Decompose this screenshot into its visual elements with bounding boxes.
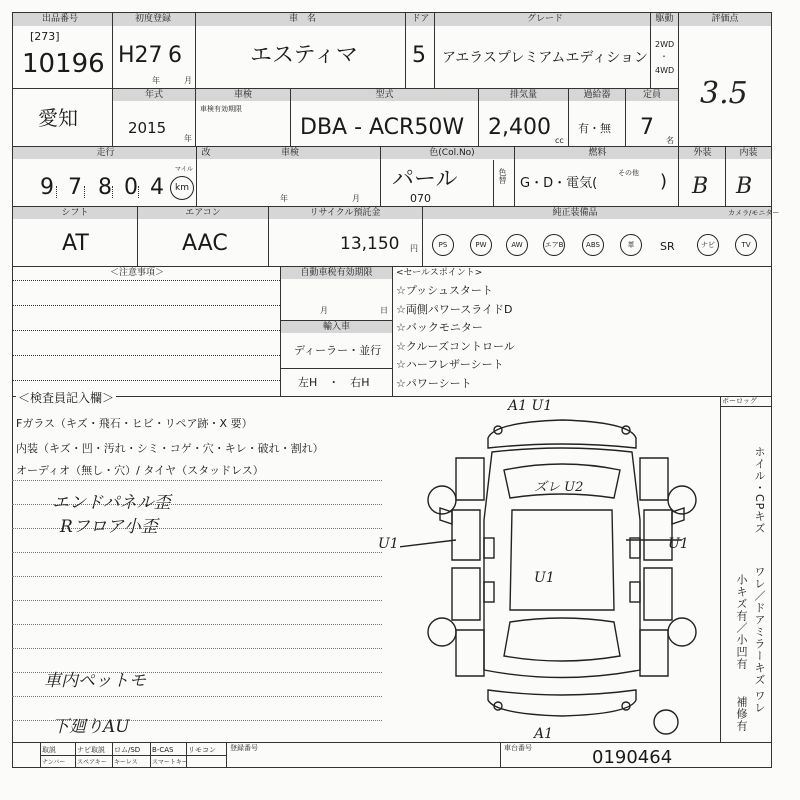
wheel-rear-right [668, 618, 696, 646]
lot-number: 10196 [22, 49, 105, 79]
wheel-front-left [428, 486, 456, 514]
model-label: 型式 [375, 90, 394, 100]
roof-shape [510, 510, 614, 610]
color-label: 色(Col.No) [429, 148, 475, 158]
mileage-label: 走行 [96, 148, 115, 158]
divider [650, 12, 651, 88]
inspector-ruled-line [12, 696, 382, 697]
fuel-other: その他 [618, 169, 639, 177]
reg-month: 6 [168, 43, 182, 68]
reg-month-unit: 月 [184, 76, 192, 85]
divider [380, 146, 381, 206]
equip-navi: ナビ [697, 234, 719, 256]
rear-bumper-shape [488, 690, 636, 716]
equip-tv: TV [735, 234, 757, 256]
inspection-sub: 車検有効期限 [200, 105, 242, 113]
digit-separator [56, 186, 57, 198]
reg-year-unit: 年 [280, 194, 288, 203]
fuel-label: 燃料 [588, 148, 607, 158]
rear-window-shape [504, 618, 620, 661]
car-diagram [400, 400, 720, 740]
region-value: 愛知 [38, 106, 78, 130]
divider [392, 266, 393, 396]
sales-label: <セールスポイント> [396, 268, 483, 278]
divider [137, 206, 138, 266]
footer-bottom-cell: スペアキー [77, 759, 107, 766]
name-label: 車 名 [288, 14, 316, 24]
right-mirror-shape [672, 508, 684, 524]
drive-dot: ・ [660, 52, 668, 61]
roof-mark: ズレ U2 [534, 480, 584, 495]
grade-value: アエラスプレミアムエディション [442, 50, 648, 66]
mileage-digit: 0 [124, 175, 138, 200]
displacement-value: 2,400 [488, 115, 551, 140]
right-window-1 [630, 538, 640, 558]
displacement-label: 排気量 [509, 90, 537, 100]
equip-abs: ABS [582, 234, 604, 256]
footer-bottom-cell: スマートキー [152, 759, 188, 766]
sales-point: ☆プッシュスタート [396, 284, 493, 297]
divider [434, 12, 435, 88]
fglass-line: Fガラス（キズ・飛石・ヒビ・リペア跡・X 要） [16, 417, 253, 430]
chassis-label: 車台番号 [504, 744, 532, 752]
handwritten-note-2: Rフロア小歪 [60, 517, 158, 537]
reg-year-unit: 年 [152, 76, 160, 85]
left-pointer [400, 540, 456, 548]
interior-value: B [736, 174, 753, 199]
lot-label: 出品番号 [41, 14, 78, 24]
divider [720, 396, 721, 742]
dealer-option: ディーラー・並行 [294, 344, 382, 357]
right-rear-fender-shape [640, 630, 668, 676]
vertical-text-5: 補修有 [735, 696, 748, 732]
divider [725, 146, 726, 206]
wheel-rear-left [428, 618, 456, 646]
vertical-text-3: 小キズ有／小凹有 [735, 574, 748, 670]
right-front-fender-shape [640, 458, 668, 500]
equip-leather: 革 [620, 234, 642, 256]
divider [405, 12, 406, 88]
audio-line: オーディオ（無し・穴）/ タイヤ（スタッドレス） [16, 464, 264, 477]
mileage-unit: km [175, 183, 189, 193]
inspector-title: ＜検査員記入欄＞ [18, 391, 115, 405]
drive-label: 駆動 [655, 14, 674, 24]
mileage-digit: 4 [150, 175, 164, 200]
equip-ps: PS [432, 234, 454, 256]
mileage-digit: 9 [40, 175, 54, 200]
shift-label: シフト [61, 208, 89, 218]
footer-top-cell: ナビ取説 [77, 746, 105, 754]
sales-point: ☆バックモニター [396, 321, 483, 334]
color-change-label: 色替 [498, 168, 507, 184]
frame-left [12, 12, 13, 768]
turbo-label: 過給器 [583, 90, 611, 100]
front-mark: A1 U1 [508, 398, 553, 414]
handwritten-note-3: 車内ペットモ [44, 671, 146, 691]
wheel-front-right [668, 486, 696, 514]
mileage-unit-circle [170, 176, 194, 200]
caution-line [12, 380, 280, 381]
inspector-ruled-line [12, 576, 382, 577]
front-bumper-shape [488, 420, 636, 448]
left-window-2 [484, 582, 494, 602]
inspector-ruled-line [12, 552, 382, 553]
inspector-ruled-line [12, 624, 382, 625]
score-value: 3.5 [700, 76, 748, 111]
row-line [12, 396, 772, 397]
interior-line: 内装（キズ・凹・汚れ・シミ・コゲ・穴・キレ・破れ・割れ） [16, 442, 324, 455]
sales-point: ☆両側パワースライドD [396, 302, 513, 316]
capacity-value: 7 [640, 115, 654, 140]
expiry-label: 自動車税有効期限 [300, 268, 373, 278]
doors-value: 5 [412, 43, 426, 68]
caution-line [12, 280, 280, 281]
doors-label: ドア [411, 14, 430, 24]
capacity-unit: 名 [666, 136, 674, 145]
inspector-ruled-line [12, 648, 382, 649]
footer-top-cell: ロム/SD [114, 746, 141, 754]
inspection-label: 車検 [233, 90, 252, 100]
divider-h [40, 755, 226, 756]
grade-label: グレード [526, 14, 563, 24]
divider [493, 160, 494, 206]
warranty-label: ボーロッグ [722, 397, 757, 405]
divider [268, 206, 269, 266]
shift-value: AT [62, 231, 89, 256]
equip-pw: PW [470, 234, 492, 256]
vertical-text-1: ホイル・CPキズ [753, 446, 766, 535]
sales-point: ☆クルーズコントロール [396, 339, 515, 353]
center-mark: U1 [534, 570, 555, 586]
sales-point: ☆ハーフレザーシート [396, 358, 504, 371]
footer-bottom-cell: キーレス [114, 759, 138, 766]
divider [226, 742, 227, 768]
inspector-ruled-line [12, 600, 382, 601]
left-rear-fender-shape [456, 630, 484, 676]
divider [196, 146, 197, 206]
frame-right [771, 12, 772, 768]
divider [678, 146, 679, 206]
left-mirror-shape [440, 508, 452, 524]
left-window-1 [484, 538, 494, 558]
vertical-text-4: ワレ [753, 690, 766, 714]
caution-line [12, 330, 280, 331]
right-front-door-shape [644, 510, 672, 560]
displacement-unit: cc [555, 136, 564, 145]
digit-separator [112, 186, 113, 198]
right-rear-door-shape [644, 568, 672, 620]
year-unit: 年 [184, 134, 192, 143]
mileage-digit: 7 [68, 175, 82, 200]
right-mark: U1 [668, 536, 689, 552]
mileage-digit: 8 [98, 175, 112, 200]
footer-top-cell: 取説 [42, 746, 56, 754]
fuel-close: ) [660, 171, 668, 192]
divider [678, 12, 679, 146]
turbo-value: 有・無 [578, 122, 611, 135]
reg-label: 初度登録 [134, 14, 171, 24]
divider-h [720, 406, 772, 407]
registration-label: 車検 [280, 148, 299, 158]
car-name: エスティマ [250, 43, 358, 68]
caution-line [12, 305, 280, 306]
exterior-value: B [692, 174, 709, 199]
year-label: 年式 [144, 90, 163, 100]
reg-month-unit: 月 [352, 194, 360, 203]
divider [195, 12, 196, 88]
equip-airbag: エアB [543, 234, 565, 256]
footer-top-cell: リモコン [188, 746, 216, 754]
handle-option: 左H ・ 右H [298, 376, 370, 389]
divider [112, 12, 113, 88]
footer-top-cell: B-CAS [152, 746, 174, 754]
rear-mark: A1 [534, 726, 554, 742]
color-code: 070 [410, 192, 431, 205]
color-value: パール [392, 167, 458, 192]
lot-prefix: [273] [30, 30, 60, 43]
equip-aw: AW [506, 234, 528, 256]
divider [422, 206, 423, 266]
footer-bottom-cell: ナンバー [42, 759, 66, 766]
interior-label: 内装 [739, 148, 758, 158]
row-line [12, 742, 772, 743]
ac-value: AAC [182, 231, 228, 256]
divider-h [280, 368, 392, 369]
left-front-fender-shape [456, 458, 484, 500]
sales-point: ☆パワーシート [396, 376, 472, 390]
equipment-label: 純正装備品 [552, 208, 598, 218]
inspector-ruled-line [12, 480, 382, 481]
left-mark: U1 [378, 536, 399, 552]
fuel-value: G・D・電気( [520, 176, 598, 191]
recycle-label: リサイクル預託金 [309, 208, 381, 218]
digit-separator [84, 186, 85, 198]
left-front-door-shape [452, 510, 480, 560]
model-value: DBA - ACR50W [300, 115, 465, 140]
year-value: 2015 [128, 119, 167, 137]
divider [500, 742, 501, 768]
recycle-unit: 円 [410, 244, 418, 253]
vertical-text-2: ワレ／ドアミラーキズ [753, 566, 766, 686]
recycle-value: 13,150 [340, 234, 400, 254]
drive-4wd: 4WD [655, 66, 675, 75]
reg-era: H27 [118, 43, 163, 68]
meter-label: 改 [201, 148, 211, 158]
reg-no-label: 登録番号 [230, 744, 258, 752]
mileage-mile: マイル [175, 166, 193, 173]
exterior-label: 外装 [693, 148, 712, 158]
score-label: 評価点 [711, 14, 739, 24]
right-window-2 [630, 582, 640, 602]
digit-separator [138, 186, 139, 198]
divider [514, 146, 515, 206]
spare-wheel [654, 710, 678, 734]
handwritten-note-4: 下廻りAU [52, 717, 130, 737]
equip-sr: SR [660, 240, 675, 253]
caution-line [12, 355, 280, 356]
ac-label: エアコン [185, 208, 221, 218]
expiry-month: 月 [320, 306, 328, 315]
left-rear-door-shape [452, 568, 480, 620]
caution-label: ＜注意事項＞ [110, 268, 165, 278]
import-label: 輸入車 [322, 322, 350, 332]
drive-2wd: 2WD [655, 40, 675, 49]
capacity-label: 定員 [642, 90, 661, 100]
chassis-value: 0190464 [592, 747, 673, 768]
expiry-day: 日 [380, 306, 388, 315]
camera-label: カメラ/モニター [728, 209, 780, 217]
handwritten-note-1: エンドパネル歪 [52, 493, 171, 513]
